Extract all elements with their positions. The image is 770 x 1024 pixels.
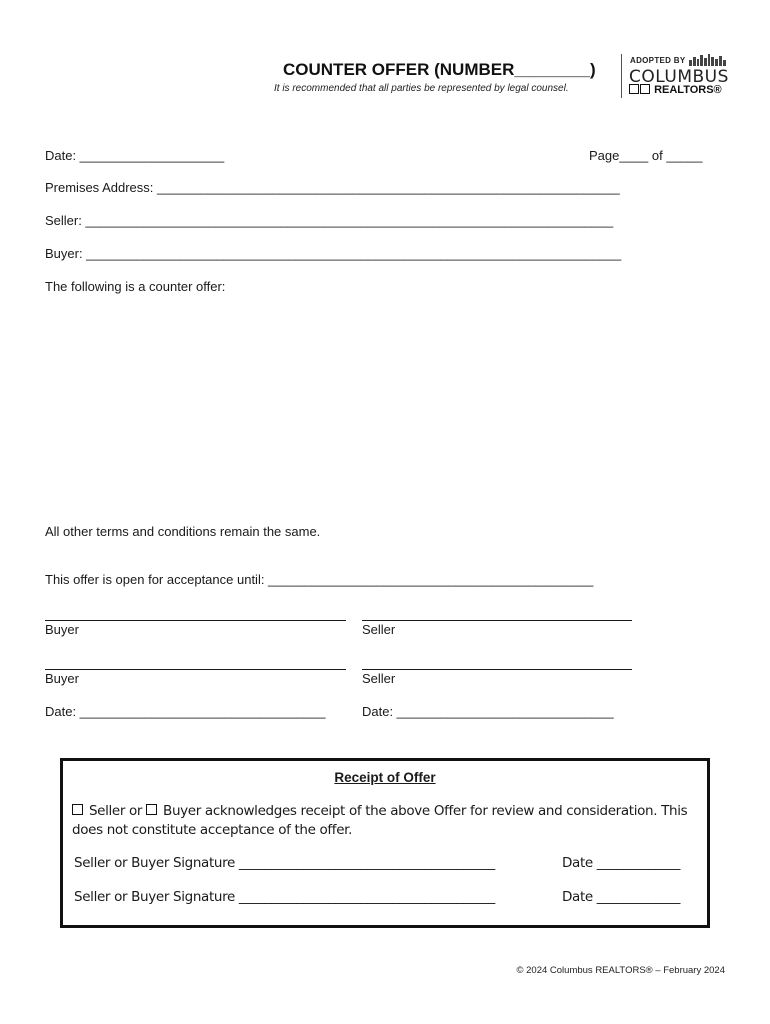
counter-offer-intro: The following is a counter offer: xyxy=(45,279,226,294)
buyer-signature-line-1[interactable] xyxy=(45,620,346,621)
receipt-signature-field-2[interactable]: Seller or Buyer Signature ________________________________________ xyxy=(74,889,495,905)
receipt-signature-field-1[interactable]: Seller or Buyer Signature ________________________________________ xyxy=(74,855,495,871)
seller-date-field[interactable]: Date: ______________________________ xyxy=(362,704,614,719)
buyer-label-2: Buyer xyxy=(45,671,79,686)
receipt-date-field-1[interactable]: Date _____________ xyxy=(562,855,681,871)
receipt-of-offer-box xyxy=(60,758,710,928)
receipt-acknowledgement xyxy=(72,802,702,840)
logo-columbus: COLUMBUS xyxy=(629,67,729,87)
buyer-signature-line-2[interactable] xyxy=(45,669,346,670)
seller-checkbox[interactable] xyxy=(72,804,83,815)
buyer-label-1: Buyer xyxy=(45,622,79,637)
terms-statement: All other terms and conditions remain the same. xyxy=(45,524,321,539)
buyer-date-field[interactable]: Date: __________________________________ xyxy=(45,704,326,719)
page-number-field[interactable]: Page____ of _____ xyxy=(589,148,703,163)
buyer-field[interactable]: Buyer: __________________________________________________________________________ xyxy=(45,246,622,261)
logo-realtors xyxy=(629,84,722,96)
receipt-date-field-2[interactable]: Date _____________ xyxy=(562,889,681,905)
skyline-icon xyxy=(689,54,727,66)
seller-label-1: Seller xyxy=(362,622,396,637)
header-divider xyxy=(621,54,622,98)
receipt-heading: Receipt of Offer xyxy=(334,770,436,785)
seller-signature-line-1[interactable] xyxy=(362,620,632,621)
date-field[interactable]: Date: ____________________ xyxy=(45,148,225,163)
form-subtitle: It is recommended that all parties be represented by legal counsel. xyxy=(274,83,569,94)
realtor-mark-icon xyxy=(629,84,639,94)
logo-adopted-by: ADOPTED BY xyxy=(630,56,686,65)
seller-label-2: Seller xyxy=(362,671,396,686)
columbus-realtors-logo xyxy=(629,54,729,100)
ack-seller-text: Seller or xyxy=(88,803,143,819)
premises-address-field[interactable]: Premises Address: ________________________________________________________________ xyxy=(45,180,620,195)
logo-realtors-text: REALTORS® xyxy=(654,84,722,96)
seller-signature-line-2[interactable] xyxy=(362,669,632,670)
buyer-checkbox[interactable] xyxy=(146,804,157,815)
footer-copyright: © 2024 Columbus REALTORS® – February 2024 xyxy=(516,965,725,976)
ack-rest-text: Buyer acknowledges receipt of the above Offer for review and consideration. This does not constitute acceptance of the offer. xyxy=(72,803,688,838)
equal-housing-icon xyxy=(640,84,650,94)
form-title: COUNTER OFFER (NUMBER________) xyxy=(283,60,596,79)
acceptance-deadline-field[interactable]: This offer is open for acceptance until: _____________________________________________ xyxy=(45,572,594,587)
seller-field[interactable]: Seller: _________________________________________________________________________ xyxy=(45,213,614,228)
